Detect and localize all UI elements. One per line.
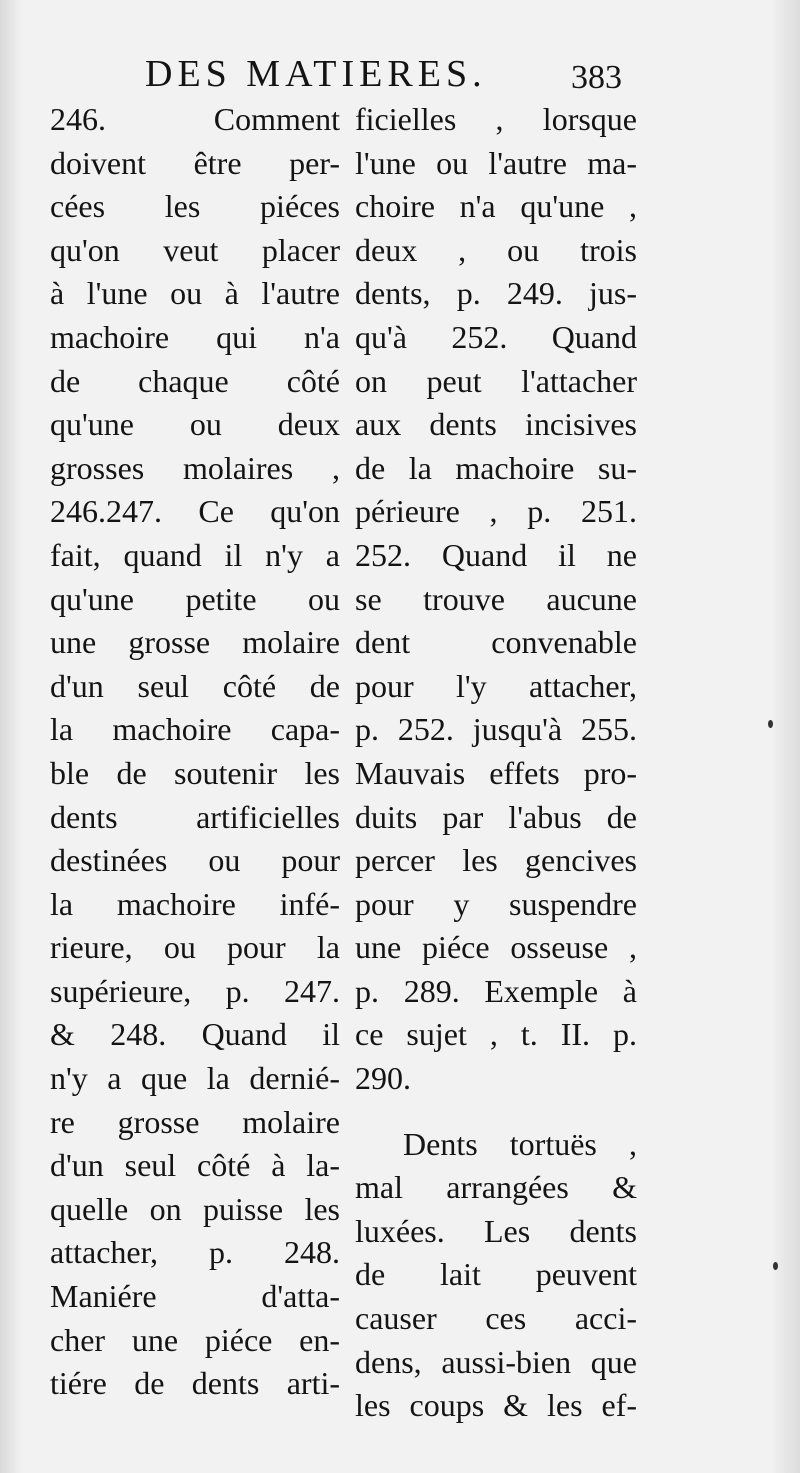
page-edge-left xyxy=(0,0,22,1473)
running-title: DES MATIERES. xyxy=(145,53,487,95)
text-line: ble de soutenir les xyxy=(50,754,340,791)
page-number: 383 xyxy=(571,59,622,96)
text-line: de lait peuvent xyxy=(355,1256,637,1293)
text-line: attacher, p. 248. xyxy=(50,1234,340,1271)
right-column xyxy=(355,98,637,1428)
text-line: re grosse molaire xyxy=(50,1103,340,1140)
text-line: Mauvais effets pro- xyxy=(355,754,637,791)
text-line: qu'une ou deux xyxy=(50,406,340,443)
text-line: rieure, ou pour la xyxy=(50,929,340,966)
text-line: machoire qui n'a xyxy=(50,318,340,355)
text-line: duits par l'abus de xyxy=(355,798,637,835)
text-line: & 248. Quand il xyxy=(50,1016,340,1053)
text-line: les coups & les ef- xyxy=(355,1387,637,1424)
text-line: une piéce osseuse , xyxy=(355,929,637,966)
text-line: dent convenable xyxy=(355,624,637,661)
ink-speck xyxy=(773,1262,778,1270)
text-line: dents, p. 249. jus- xyxy=(355,275,637,312)
text-line: cher une piéce en- xyxy=(50,1321,340,1358)
text-line: causer ces acci- xyxy=(355,1300,637,1337)
text-line: quelle on puisse les xyxy=(50,1190,340,1227)
text-line: qu'à 252. Quand xyxy=(355,318,637,355)
text-line: doivent être per- xyxy=(50,144,340,181)
text-line: qu'une petite ou xyxy=(50,580,340,617)
text-line: 290. xyxy=(355,1060,411,1097)
running-head xyxy=(0,52,800,96)
text-line: Dents tortuës , xyxy=(403,1125,637,1162)
text-line: de la machoire su- xyxy=(355,449,637,486)
text-line: pour l'y attacher, xyxy=(355,667,637,704)
page-edge-right xyxy=(770,0,800,1473)
text-line: percer les gencives xyxy=(355,842,637,879)
left-column xyxy=(50,98,340,1406)
text-line: cées les piéces xyxy=(50,188,340,225)
text-line: la machoire infé- xyxy=(50,885,340,922)
text-line: deux , ou trois xyxy=(355,231,637,268)
text-line: n'y a que la dernié- xyxy=(50,1060,340,1097)
text-line: pour y suspendre xyxy=(355,885,637,922)
text-line: dens, aussi-bien que xyxy=(355,1343,637,1380)
text-line: d'un seul côté à la- xyxy=(50,1147,340,1184)
ink-speck xyxy=(768,720,773,728)
text-line: ficielles , lorsque xyxy=(355,101,637,137)
text-line: la machoire capa- xyxy=(50,711,340,748)
text-line: dents artificielles xyxy=(50,798,340,835)
text-line: 246.247. Ce qu'on xyxy=(50,493,340,530)
text-line: on peut l'attacher xyxy=(355,362,637,399)
text-line: tiére de dents arti- xyxy=(50,1365,340,1402)
text-line: de chaque côté xyxy=(50,362,340,399)
paragraph-gap xyxy=(355,1101,637,1123)
text-line: Maniére d'atta- xyxy=(50,1278,340,1315)
text-line: p. 289. Exemple à xyxy=(355,972,637,1009)
text-line: aux dents incisives xyxy=(355,406,637,443)
text-line: 246. Comment xyxy=(50,101,340,137)
text-line: p. 252. jusqu'à 255. xyxy=(355,711,637,748)
text-line: mal arrangées & xyxy=(355,1169,637,1206)
text-line: supérieure, p. 247. xyxy=(50,972,340,1009)
text-line: qu'on veut placer xyxy=(50,231,340,268)
text-line: une grosse molaire xyxy=(50,624,340,661)
text-line: luxées. Les dents xyxy=(355,1212,637,1249)
text-line: se trouve aucune xyxy=(355,580,637,617)
text-line: d'un seul côté de xyxy=(50,667,340,704)
text-line: fait, quand il n'y a xyxy=(50,536,340,573)
text-line: ce sujet , t. II. p. xyxy=(355,1016,637,1053)
text-line: grosses molaires , xyxy=(50,449,340,486)
text-line: périeure , p. 251. xyxy=(355,493,637,530)
text-line: 252. Quand il ne xyxy=(355,536,637,573)
text-line: à l'une ou à l'autre xyxy=(50,275,340,312)
text-line: destinées ou pour xyxy=(50,842,340,879)
text-line: choire n'a qu'une , xyxy=(355,188,637,225)
text-line: l'une ou l'autre ma- xyxy=(355,144,637,181)
